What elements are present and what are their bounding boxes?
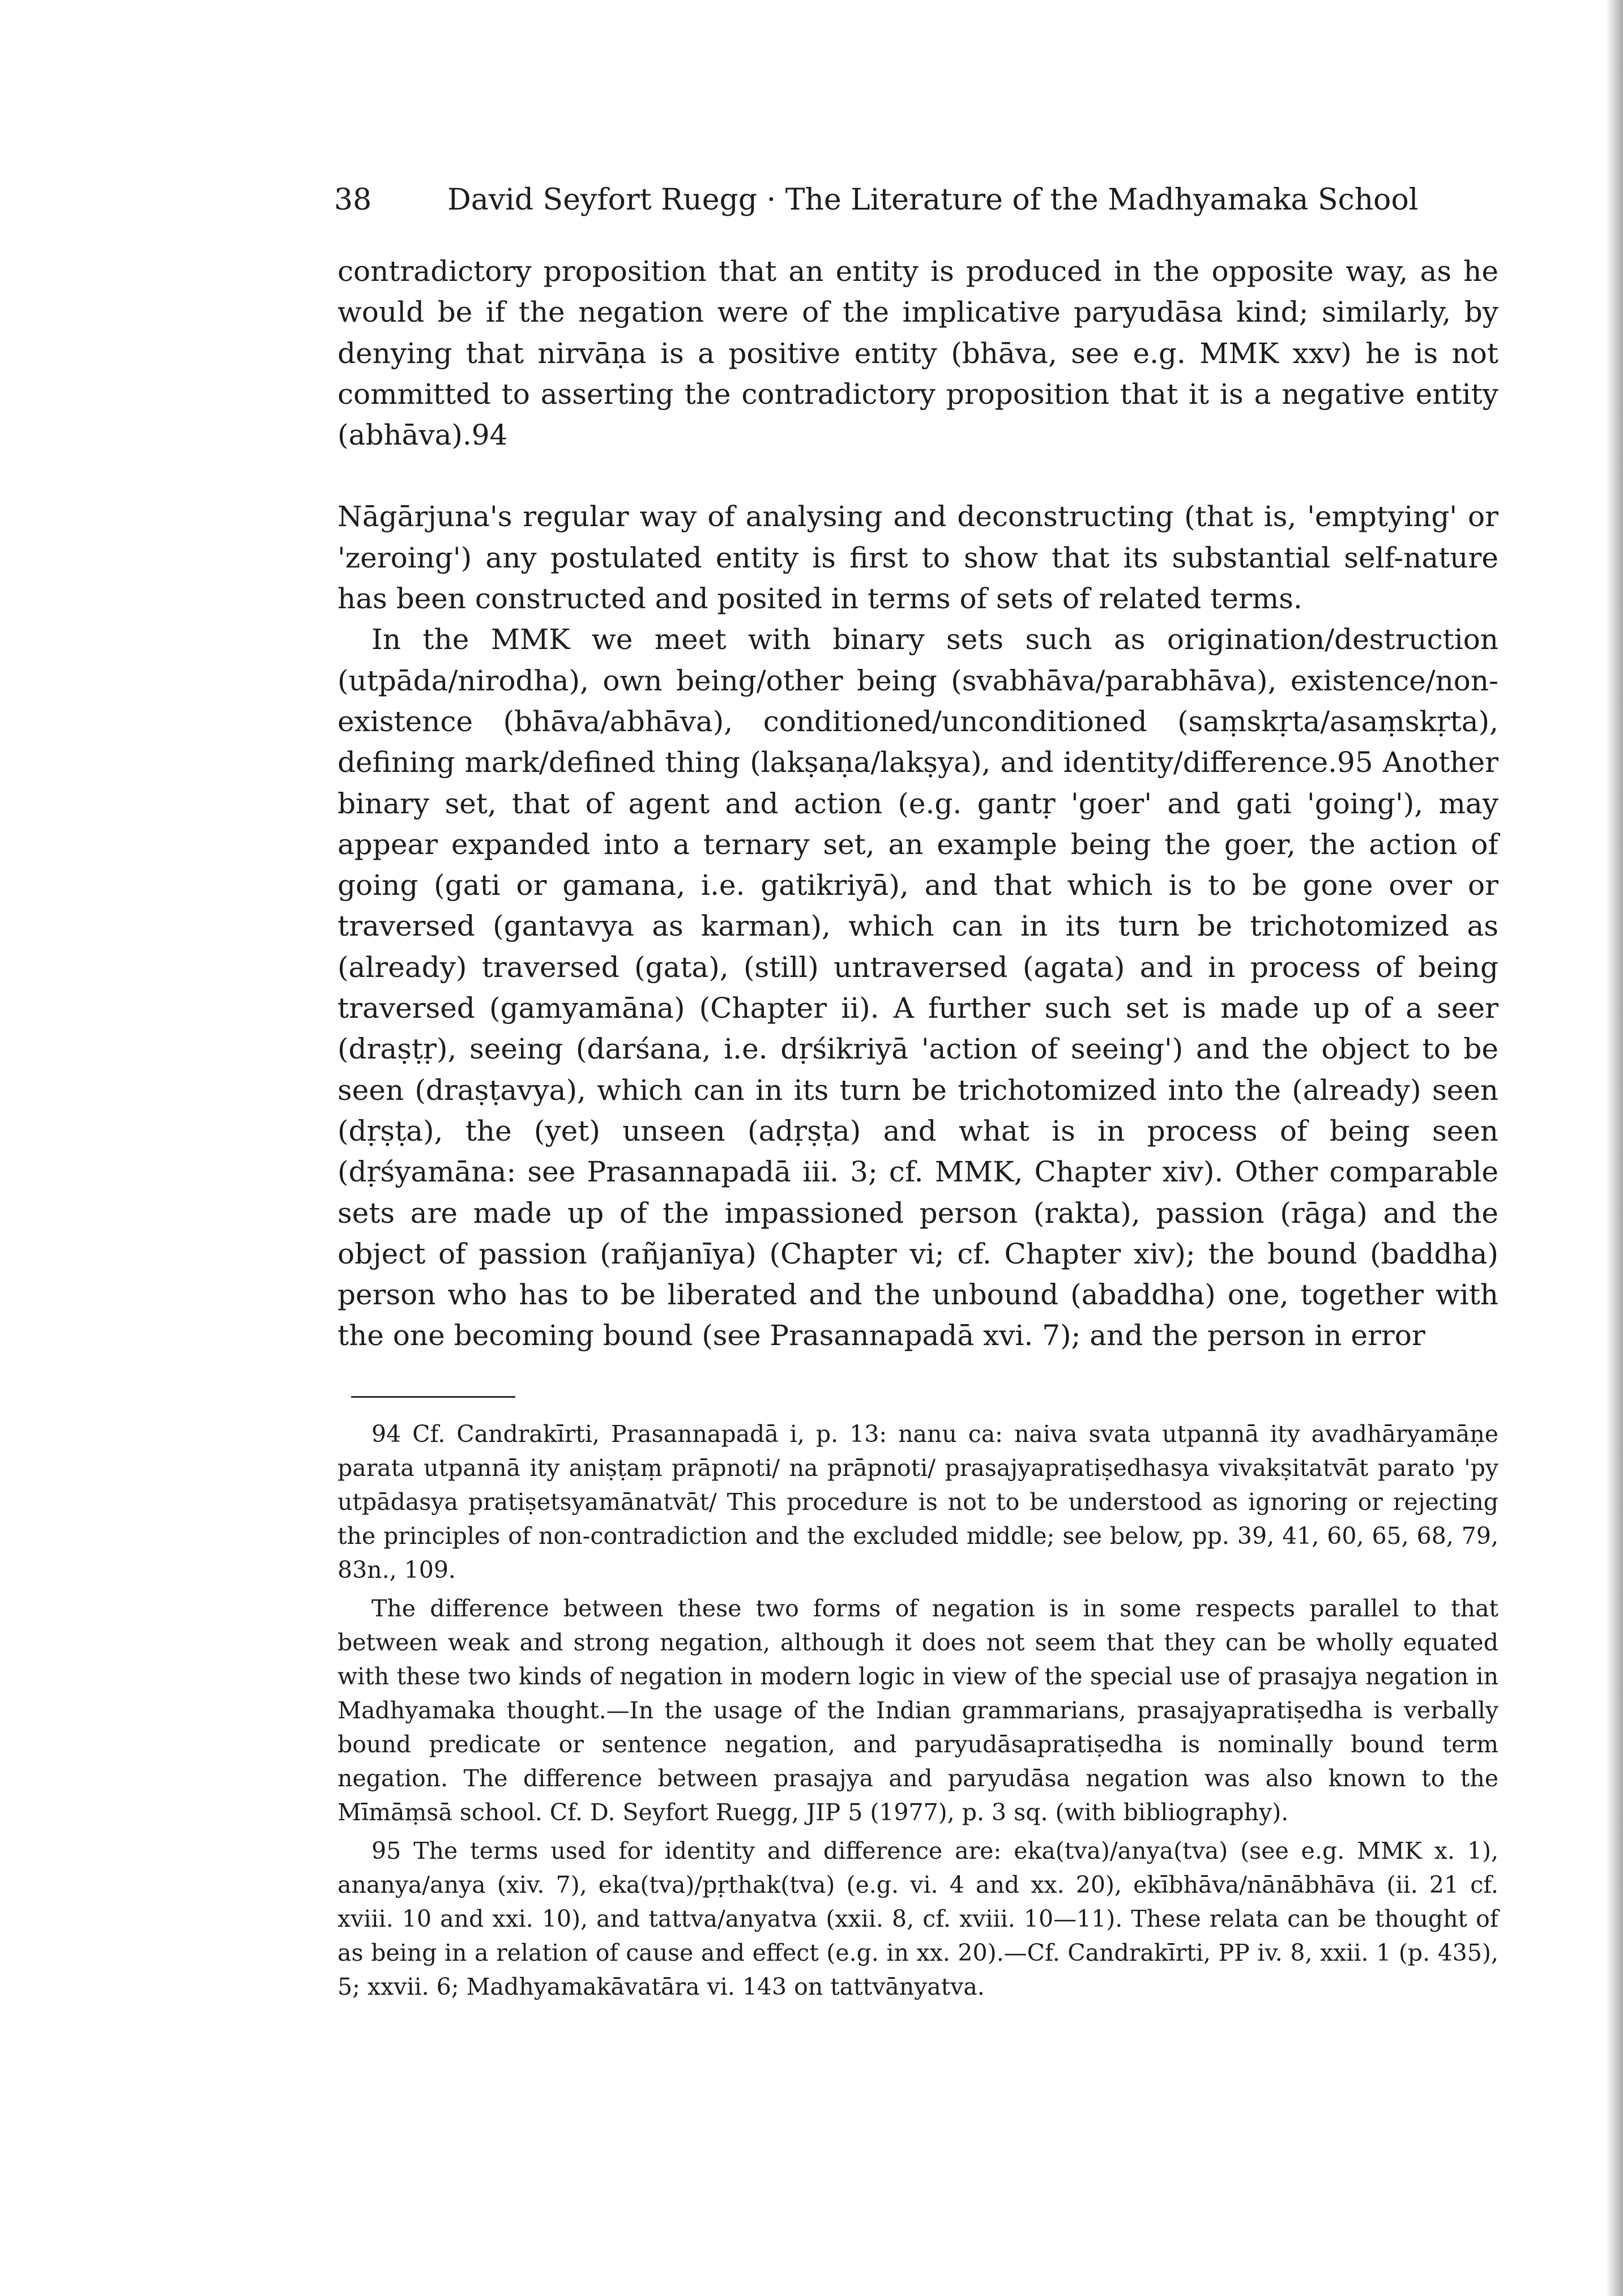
footnote-95: 95 The terms used for identity and difference are: eka(tva)/anya(tva) (see e.g. MMK x. 1), ananya/anya (xiv. 7), eka(tva)/pṛthak(tva) (e.g. vi. 4 and xx. 20), ekībhāva/nānābhāva (ii. 21 cf. xviii. 10 and xxi. 10), and tattva/anyatva (xxii. 8, cf. xviii. 10—11). These relata can be thought of as being in a relation of cause and effect (e.g. in xx. 20).—Cf. Candrakīrti, PP iv. 8, xxii. 1 (p. 435), 5; xxvii. 6; Madhyamakāvatāra vi. 143 on tattvānyatva.	[338, 1837, 1498, 2000]
page-edge-shadow	[1606, 0, 1623, 2296]
running-header	[334, 180, 1467, 220]
page-number: 38	[334, 183, 372, 217]
footnote-94: 94 Cf. Candrakīrti, Prasannapadā i, p. 13: nanu ca: naiva svata utpannā ity avadhāryamāṇe parata utpannā ity aniṣṭaṃ prāpnoti/ na prāpnoti/ prasajyapratiṣedhasya vivakṣitatvāt parato 'py utpādasya pratiṣetsyamānatvāt/ This procedure is not to be understood as ignoring or rejecting the principles of non-contradiction and the excluded middle; see below, pp. 39, 41, 60, 65, 68, 79, 83n., 109.	[338, 1420, 1498, 1584]
running-title: David Seyfort Ruegg · The Literature of the Madhyamaka School	[447, 183, 1419, 217]
paragraph-continued: contradictory proposition that an entity is produced in the opposite way, as he would be if the negation were of the implicative paryudāsa kind; similarly, by denying that nirvāṇa is a positive entity (bhāva, see e.g. MMK xxv) he is not committed to asserting the contradictory proposition that it is a negative entity (abhāva).94	[338, 255, 1498, 452]
footnote-rule	[351, 1396, 515, 1398]
paragraph-binary-sets: In the MMK we meet with binary sets such as origination/destruction (utpāda/nirodha), own being/other being (svabhāva/parabhāva), existence/non-existence (bhāva/abhāva), conditioned/unconditioned (saṃskṛta/asaṃskṛta), defining mark/defined thing (lakṣaṇa/lakṣya), and identity/difference.95 Another binary set, that of agent and action (e.g. gantṛ 'goer' and gati 'going'), may appear expanded into a ternary set, an example being the goer, the action of going (gati or gamana, i.e. gatikriyā), and that which is to be gone over or traversed (gantavya as karman), which can in its turn be trichotomized as (already) traversed (gata), (still) untraversed (agata) and in process of being traversed (gamyamāna) (Chapter ii). A further such set is made up of a seer (draṣṭṛ), seeing (darśana, i.e. dṛśikriyā 'action of seeing') and the object to be seen (draṣṭavya), which can in its turn be trichotomized into the (already) seen (dṛṣṭa), the (yet) unseen (adṛṣṭa) and what is in process of being seen (dṛśyamāna: see Prasannapadā iii. 3; cf. MMK, Chapter xiv). Other comparable sets are made up of the impassioned person (rakta), passion (rāga) and the object of passion (rañjanīya) (Chapter vi; cf. Chapter xiv); the bound (baddha) person who has to be liberated and the unbound (abaddha) one, together with the one becoming bound (see Prasannapadā xvi. 7); and the person in error	[338, 623, 1498, 1352]
body-text	[338, 251, 1498, 1356]
footnotes	[338, 1417, 1498, 2004]
footnote-94-continued: The difference between these two forms of negation is in some respects parallel to that between weak and strong negation, although it does not seem that they can be wholly equated with these two kinds of negation in modern logic in view of the special use of prasajya negation in Madhyamaka thought.—In the usage of the Indian grammarians, prasajyapratiṣedha is verbally bound predicate or sentence negation, and paryudāsapratiṣedha is nominally bound term negation. The difference between prasajya and paryudāsa negation was also known to the Mīmāṃsā school. Cf. D. Seyfort Ruegg, JIP 5 (1977), p. 3 sq. (with bibliography).	[338, 1595, 1498, 1826]
paragraph-nagarjuna: Nāgārjuna's regular way of analysing and deconstructing (that is, 'emptying' or 'zeroing') any postulated entity is first to show that its substantial self-nature has been constructed and posited in terms of sets of related terms.	[338, 500, 1498, 616]
